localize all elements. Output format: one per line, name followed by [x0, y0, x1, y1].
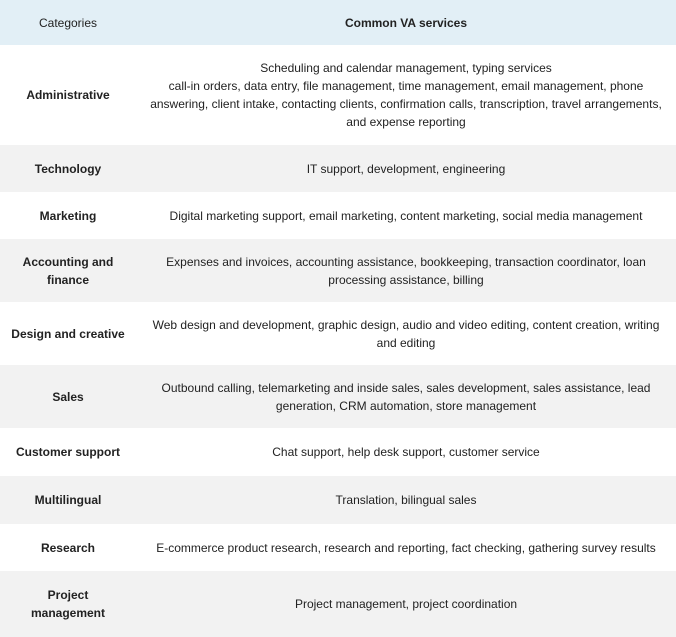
services-cell: Digital marketing support, email marketing, content marketing, social media management [169, 208, 643, 223]
services-line: Scheduling and calendar management, typing services [260, 61, 552, 75]
table-row [0, 428, 676, 476]
services-cell: Translation, bilingual sales [136, 476, 676, 524]
category-cell: Customer support [15, 445, 120, 459]
category-cell: Research [40, 540, 96, 555]
services-line: call-in orders, data entry, file management, time management, email management, phone answering, client intake, contacting clients, confirmation calls, transcription, travel arrangements, and expense reporting [150, 79, 662, 129]
category-cell: Administrative [26, 88, 110, 102]
services-cell: Web design and development, graphic design, audio and video editing, content creation, writing and editing [152, 317, 660, 350]
category-cell: Technology [0, 145, 136, 192]
table-row [0, 302, 676, 365]
category-cell: Marketing [39, 208, 97, 223]
table-row [0, 476, 676, 524]
services-cell: Chat support, help desk support, customer service [272, 445, 540, 459]
table-row [0, 524, 676, 571]
category-cell: Sales [0, 365, 136, 428]
category-cell: Accounting and finance [0, 239, 136, 302]
table-row [0, 571, 676, 637]
table-row [0, 145, 676, 192]
services-cell: IT support, development, engineering [136, 145, 676, 192]
category-cell: Project management [0, 571, 136, 637]
header-categories: Categories [0, 0, 136, 45]
header-common-va-services: Common VA services [136, 0, 676, 45]
category-cell: Design and creative [11, 326, 125, 341]
services-cell: E-commerce product research, research and reporting, fact checking, gathering survey results [156, 540, 656, 555]
services-cell [136, 45, 676, 145]
services-cell: Project management, project coordination [136, 571, 676, 637]
services-cell: Outbound calling, telemarketing and inside sales, sales development, sales assistance, lead generation, CRM automation, store management [136, 365, 676, 428]
table-row [0, 365, 676, 428]
table-row [0, 45, 676, 145]
table-row [0, 239, 676, 302]
table-row [0, 192, 676, 239]
services-cell: Expenses and invoices, accounting assistance, bookkeeping, transaction coordinator, loan processing assistance, billing [136, 239, 676, 302]
table-header-row [0, 0, 676, 45]
category-cell: Multilingual [0, 476, 136, 524]
